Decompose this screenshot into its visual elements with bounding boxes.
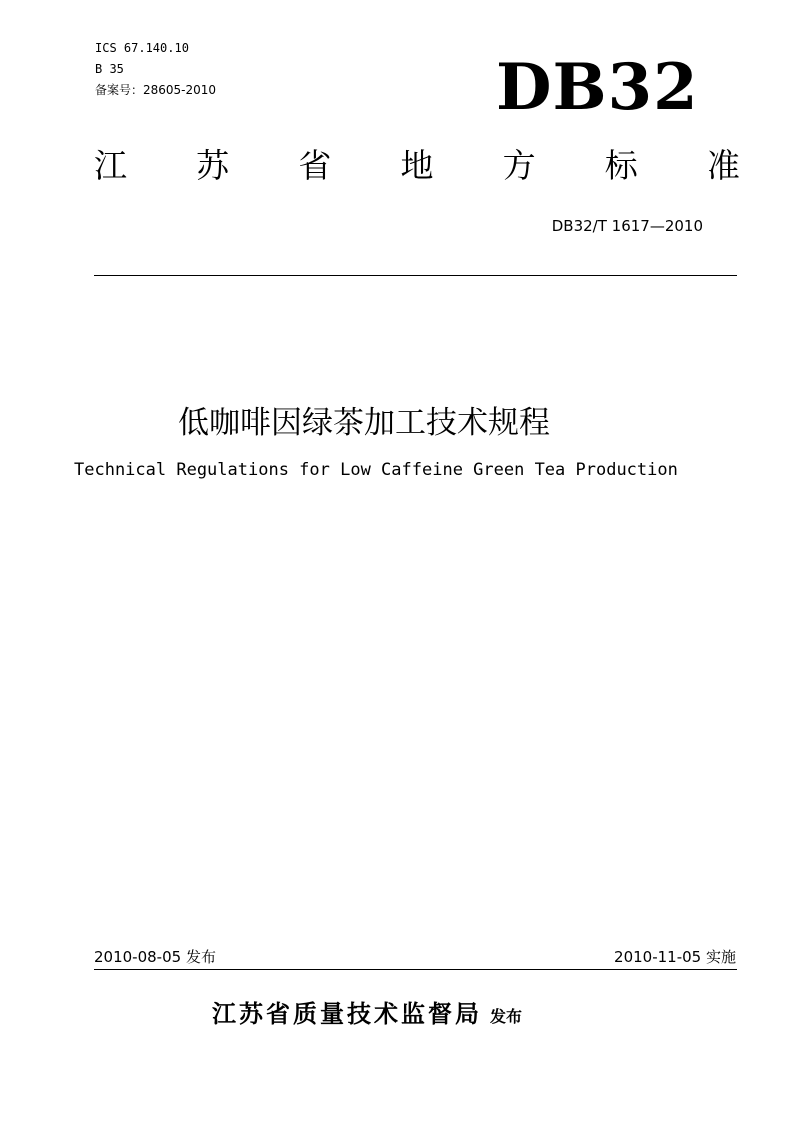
standard-title-char: 江 — [94, 146, 127, 185]
standard-title-char: 苏 — [196, 146, 230, 185]
standard-category-title — [94, 144, 740, 188]
standard-title-char: 准 — [706, 146, 740, 185]
classification-code: B 35 — [95, 62, 124, 76]
ics-code: ICS 67.140.10 — [95, 41, 189, 55]
footer-divider — [94, 969, 737, 970]
standard-title-char: 省 — [298, 146, 332, 185]
document-title-chinese: 低咖啡因绿茶加工技术规程 — [178, 405, 550, 441]
issuing-authority — [212, 996, 522, 1035]
publish-date: 2010-08-05 发布 — [94, 948, 216, 966]
standard-logo: DB32 — [496, 50, 699, 125]
document-title-english: Technical Regulations for Low Caffeine Green Tea Production — [74, 460, 678, 480]
header-divider — [94, 275, 737, 276]
record-number: 备案号：28605-2010 — [95, 83, 217, 97]
standard-title-char: 方 — [502, 146, 536, 185]
standard-title-char: 地 — [400, 146, 434, 185]
issuer-name: 江苏省质量技术监督局 — [212, 1000, 482, 1028]
standard-title-char: 标 — [604, 146, 638, 185]
issuer-suffix: 发布 — [490, 1007, 523, 1026]
implementation-date: 2010-11-05 实施 — [614, 948, 736, 966]
standard-number: DB32/T 1617—2010 — [551, 217, 703, 235]
